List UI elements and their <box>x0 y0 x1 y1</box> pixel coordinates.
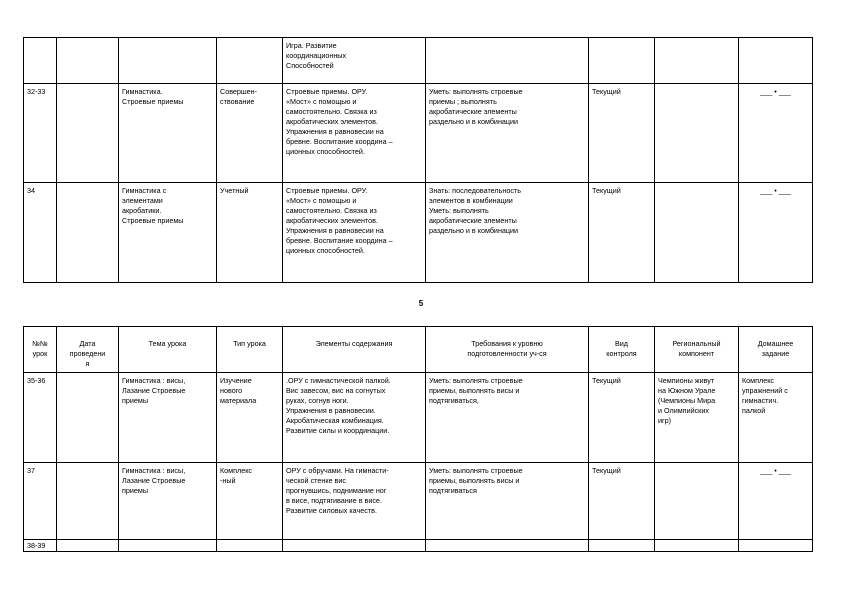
table-row <box>24 463 813 540</box>
cell-homework: ___ • ___ <box>739 463 813 540</box>
cell-date <box>57 540 119 552</box>
table-row <box>24 540 813 552</box>
header-regional: Региональный компонент <box>655 327 739 373</box>
cell-date <box>57 373 119 463</box>
header-type: Тип урока <box>217 327 283 373</box>
cell-requirements: Уметь: выполнять строевые приемы, выполнять висы и подтягиваться, <box>426 373 589 463</box>
cell-type: Совершен- ствование <box>217 84 283 183</box>
cell-num: 35-36 <box>24 373 57 463</box>
cell-regional <box>655 38 739 84</box>
cell-topic <box>119 38 217 84</box>
table-row <box>24 84 813 183</box>
cell-control: Текущий <box>589 463 655 540</box>
cell-requirements: Знать: последовательность элементов в комбинации Уметь: выполнять акробатические элементы раздельно и в комбинации <box>426 183 589 283</box>
cell-homework: ___ • ___ <box>739 183 813 283</box>
cell-regional <box>655 84 739 183</box>
header-control: Вид контроля <box>589 327 655 373</box>
cell-type: Изучение нового материала <box>217 373 283 463</box>
table-row <box>24 373 813 463</box>
table-row <box>24 183 813 283</box>
cell-regional <box>655 183 739 283</box>
header-content: Элементы содержания <box>283 327 426 373</box>
cell-num: 37 <box>24 463 57 540</box>
cell-num: 32-33 <box>24 84 57 183</box>
header-homework: Домашнее задание <box>739 327 813 373</box>
cell-num: 38-39 <box>24 540 57 552</box>
cell-control: Текущий <box>589 183 655 283</box>
cell-requirements <box>426 540 589 552</box>
header-date: Дата проведени я <box>57 327 119 373</box>
cell-regional <box>655 463 739 540</box>
cell-control <box>589 540 655 552</box>
cell-date <box>57 38 119 84</box>
cell-requirements: Уметь: выполнять строевые приемы ; выполнять акробатические элементы раздельно и в комбинации <box>426 84 589 183</box>
cell-type: Учетный <box>217 183 283 283</box>
cell-content: Игра. Развитие координационных Способностей <box>283 38 426 84</box>
cell-regional <box>655 540 739 552</box>
cell-type <box>217 540 283 552</box>
cell-homework: Комплекс упражнений с гимнастич. палкой <box>739 373 813 463</box>
cell-control <box>589 38 655 84</box>
cell-content: Строевые приемы. ОРУ. «Мост» с помощью и самостоятельно. Связка из акробатических элементов. Упражнения в равновесии на бревне. Воспитание координа – ционных способностей. <box>283 84 426 183</box>
cell-requirements: Уметь: выполнять строевые приемы, выполнять висы и подтягиваться <box>426 463 589 540</box>
cell-num: 34 <box>24 183 57 283</box>
cell-content <box>283 540 426 552</box>
header-num: №№ урок <box>24 327 57 373</box>
cell-homework <box>739 38 813 84</box>
cell-topic: Гимнастика. Строевые приемы <box>119 84 217 183</box>
cell-type: Комплекс -ный <box>217 463 283 540</box>
cell-topic <box>119 540 217 552</box>
cell-num <box>24 38 57 84</box>
page-number: 5 <box>418 299 424 308</box>
header-topic: Тема урока <box>119 327 217 373</box>
cell-content: Строевые приемы. ОРУ. «Мост» с помощью и самостоятельно. Связка из акробатических элементов. Упражнения в равновесии на бревне. Воспитание координа – ционных способностей. <box>283 183 426 283</box>
cell-content: .ОРУ с гимнастической палкой. Вис завесом, вис на согнутых руках, согнув ноги. Упражнения в равновесии. Акробатическая комбинация. Развитие силы и координации. <box>283 373 426 463</box>
header-requirements: Требования к уровню подготовленности уч-ся <box>426 327 589 373</box>
cell-date <box>57 183 119 283</box>
cell-homework <box>739 540 813 552</box>
cell-control: Текущий <box>589 373 655 463</box>
cell-date <box>57 463 119 540</box>
cell-regional: Чемпионы живут на Южном Урале (Чемпионы Мира и Олимпийских игр) <box>655 373 739 463</box>
cell-topic: Гимнастика с элементами акробатики. Строевые приемы <box>119 183 217 283</box>
cell-homework: ___ • ___ <box>739 84 813 183</box>
cell-control: Текущий <box>589 84 655 183</box>
table-header-row <box>24 327 813 373</box>
cell-requirements <box>426 38 589 84</box>
cell-type <box>217 38 283 84</box>
lesson-table-bottom <box>23 326 813 552</box>
cell-topic: Гимнастика : висы, Лазание Строевые приемы <box>119 373 217 463</box>
cell-date <box>57 84 119 183</box>
table-row <box>24 38 813 84</box>
lesson-table-top <box>23 37 813 283</box>
cell-content: ОРУ с обручами. На гимнасти- ческой стенке вис прогнувшись, поднимание ног в висе, подтягивание в висе. Развитие силовых качеств. <box>283 463 426 540</box>
cell-topic: Гимнастика : висы, Лазание Строевые приемы <box>119 463 217 540</box>
